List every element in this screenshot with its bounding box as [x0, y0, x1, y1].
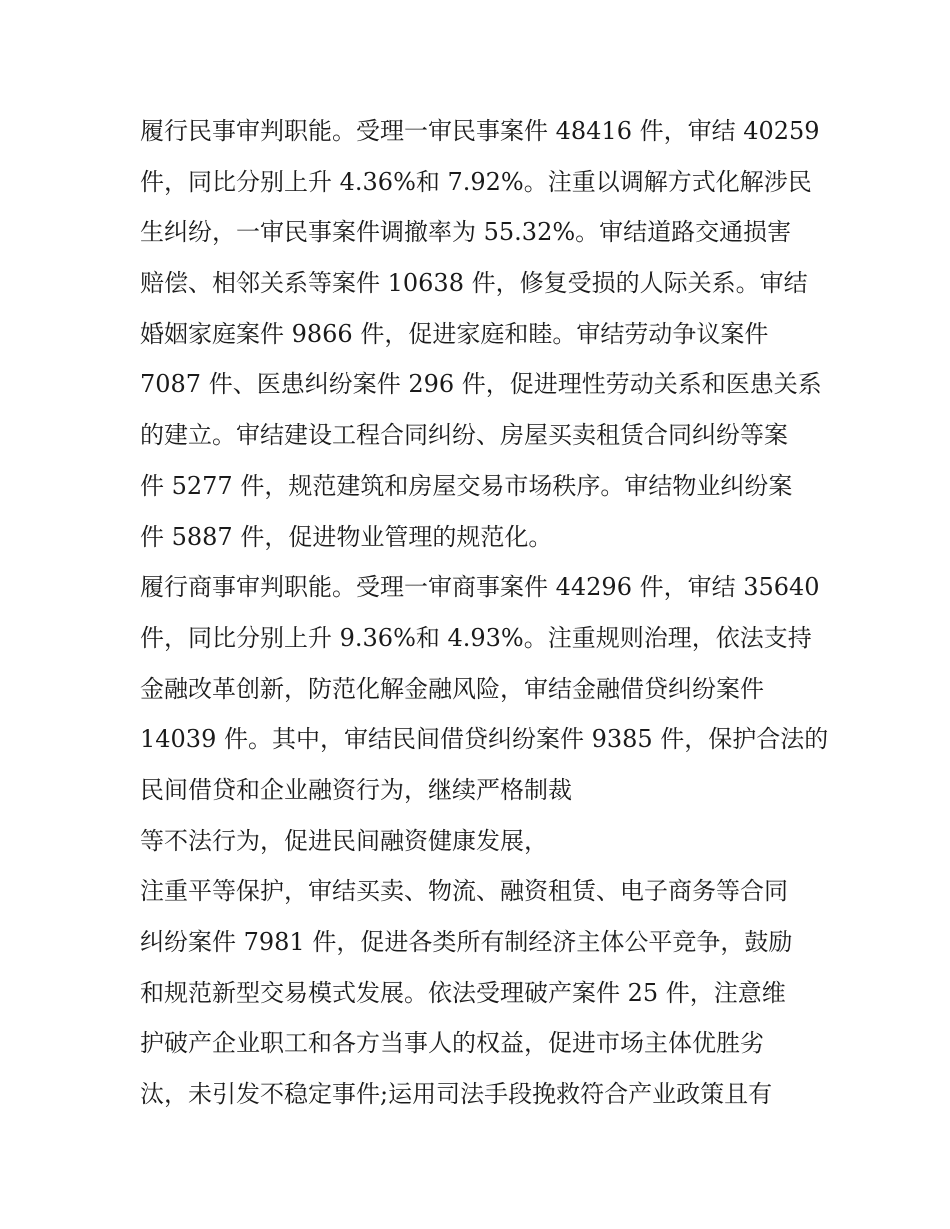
- text-line-12: 金融改革创新，防范化解金融风险，审结金融借贷纠纷案件: [140, 674, 764, 703]
- text-line-3: 生纠纷，一审民事案件调撤率为 55.32%。审结道路交通损害: [140, 218, 792, 247]
- text-line-1: 履行民事审判职能。受理一审民事案件 48416 件，审结 40259: [140, 117, 820, 145]
- text-line-2: 件，同比分别上升 4.36%和 7.92%。注重以调解方式化解涉民: [140, 167, 812, 196]
- text-line-9: 件 5887 件，促进物业管理的规范化。: [140, 522, 553, 551]
- text-line-19: 护破产企业职工和各方当事人的权益，促进市场主体优胜劣: [140, 1029, 764, 1058]
- text-line-5: 婚姻家庭案件 9866 件，促进家庭和睦。审结劳动争议案件: [140, 319, 769, 348]
- text-line-20: 汰，未引发不稳定事件;运用司法手段挽救符合产业政策且有: [140, 1080, 773, 1109]
- text-line-17: 纠纷案件 7981 件，促进各类所有制经济主体公平竞争，鼓励: [140, 928, 793, 956]
- text-line-8: 件 5277 件，规范建筑和房屋交易市场秩序。审结物业纠纷案: [140, 471, 793, 500]
- text-line-14: 民间借贷和企业融资行为，继续严格制裁: [140, 775, 572, 804]
- text-line-16: 注重平等保护，审结买卖、物流、融资租赁、电子商务等合同: [140, 877, 788, 906]
- text-line-18: 和规范新型交易模式发展。依法受理破产案件 25 件，注意维: [140, 978, 786, 1007]
- document-body: [140, 106, 829, 1120]
- text-line-11: 件，同比分别上升 9.36%和 4.93%。注重规则治理，依法支持: [140, 623, 812, 652]
- text-line-6: 7087 件、医患纠纷案件 296 件，促进理性劳动关系和医患关系: [140, 370, 822, 399]
- text-line-13: 14039 件。其中，审结民间借贷纠纷案件 9385 件，保护合法的: [140, 725, 829, 754]
- text-line-7: 的建立。审结建设工程合同纠纷、房屋买卖租赁合同纠纷等案: [140, 421, 788, 450]
- text-line-15: 等不法行为，促进民间融资健康发展，: [140, 826, 548, 855]
- text-line-10: 履行商事审判职能。受理一审商事案件 44296 件，审结 35640: [140, 573, 820, 602]
- text-line-4: 赔偿、相邻关系等案件 10638 件，修复受损的人际关系。审结: [140, 269, 808, 298]
